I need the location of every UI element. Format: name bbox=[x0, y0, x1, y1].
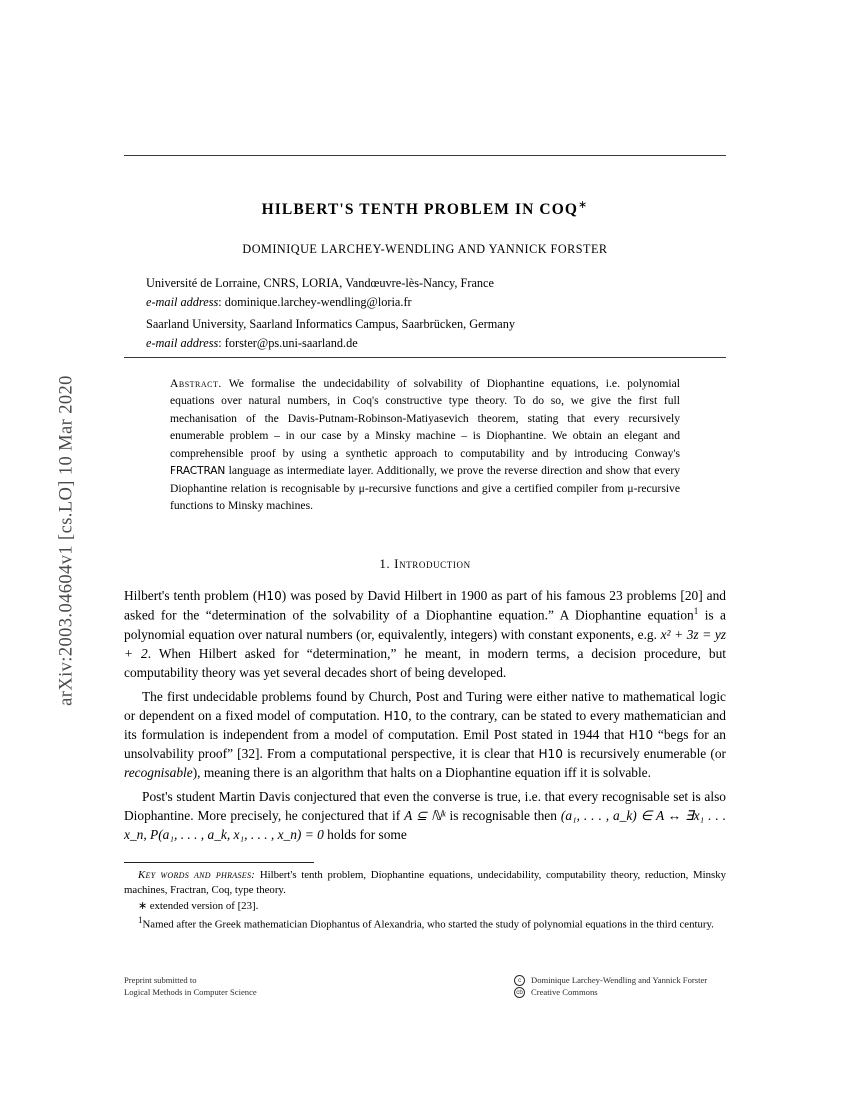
p1-text-a: Hilbert's tenth problem ( bbox=[124, 588, 258, 603]
footnote-keywords-label: Key words and phrases: bbox=[138, 869, 256, 881]
section-number: 1. bbox=[379, 556, 391, 571]
abstract-text-1: We formalise the undecidability of solvability of Diophantine equations, i.e. polynomial equations over natural numbers, in Coq's constructive type theory. To do so, we give the first full mechanisation of the Davis-Putnam-Robinson-Matiyasevich theorem, stating that every recursively enumerable problem – in our case by a Minsky machine – is Diophantine. We obtain an elegant and comprehensible proof by using a synthetic approach to computability and by introducing Conway's bbox=[170, 377, 680, 460]
footer-right-text bbox=[531, 975, 707, 998]
paper-page bbox=[124, 0, 726, 1100]
p2-h10-label-3: H10 bbox=[538, 747, 563, 762]
p1-text-d: . When Hilbert asked for “determination,” he meant, in modern terms, a decision procedure, but computability theory was yet several decades short of being developed. bbox=[124, 645, 726, 680]
affiliation-2-email: forster@ps.uni-saarland.de bbox=[224, 336, 358, 351]
p2-text-b: , to the contrary, can be stated to every mathematician and its formulation is independent from a model of computation. Emil Post stated in 1944 that bbox=[124, 707, 726, 742]
abstract bbox=[170, 375, 680, 515]
footer-right-line-2: Creative Commons bbox=[531, 986, 598, 997]
p2-text-d: is recursively enumerable (or bbox=[562, 746, 726, 762]
footer-right-line-1: Dominique Larchey-Wendling and Yannick Forster bbox=[531, 975, 708, 985]
footer-right bbox=[514, 975, 726, 998]
arxiv-stamp: arXiv:2003.04604v1 [cs.LO] 10 Mar 2020 bbox=[56, 375, 77, 706]
p2-text-a: The first undecidable problems found by Church, Post and Turing were either native to mathematical logic or dependent on a fixed model of computation. bbox=[124, 688, 726, 723]
creative-commons-icon bbox=[514, 975, 525, 998]
p3-equation-1: A ⊆ ℕᵏ bbox=[404, 808, 446, 824]
footer-left-line-1: Preprint submitted to bbox=[124, 975, 197, 985]
p1-h10-label: H10 bbox=[257, 589, 282, 603]
header-rule bbox=[124, 155, 726, 156]
section-name: Introduction bbox=[394, 556, 471, 571]
affiliation-1-email-line bbox=[146, 293, 706, 312]
copyright-icon: c bbox=[514, 975, 525, 986]
affiliation-2-colon: : bbox=[218, 336, 225, 351]
p2-text-c: “begs for an unsolvability proof” [32]. From a computational perspective, it is clear that bbox=[124, 726, 726, 762]
body-text bbox=[124, 586, 726, 844]
affiliation-2-org: Saarland University, Saarland Informatics Campus, Saarbrücken, Germany bbox=[146, 317, 516, 331]
footer-left-line-2: Logical Methods in Computer Science bbox=[124, 986, 257, 997]
affiliation-1-email: dominique.larchey-wendling@loria.fr bbox=[224, 295, 412, 310]
cc-by-icon: cb bbox=[514, 987, 525, 998]
paragraph-1 bbox=[124, 586, 726, 682]
page-title bbox=[124, 198, 726, 219]
footnote-star bbox=[124, 899, 726, 914]
abstract-text-2: language as intermediate layer. Additionally, we prove the reverse direction and show that every Diophantine relation is recognisable by μ-recursive functions and give a certified compiler from μ-recursive functions to Minsky machines. bbox=[170, 463, 680, 513]
p2-recognisable: recognisable bbox=[124, 765, 193, 781]
affiliation-2-email-label: e-mail address bbox=[146, 336, 219, 351]
section-heading bbox=[124, 556, 726, 572]
paragraph-2 bbox=[124, 687, 726, 783]
affiliation-2 bbox=[146, 315, 706, 353]
footnote-star-text: extended version of [23]. bbox=[147, 899, 259, 912]
affiliation-1 bbox=[146, 274, 706, 312]
footnote-star-marker: ∗ bbox=[138, 899, 148, 912]
abstract-fractran: FRACTRAN bbox=[170, 464, 226, 477]
p3-text-c: holds for some bbox=[323, 827, 407, 843]
affiliation-1-colon: : bbox=[218, 295, 225, 310]
affiliation-1-org: Université de Lorraine, CNRS, LORIA, Vandœuvre-lès-Nancy, France bbox=[146, 276, 494, 290]
p2-h10-label-1: H10 bbox=[383, 708, 409, 723]
abstract-rule bbox=[124, 357, 726, 358]
p1-footnote-marker: 1 bbox=[693, 606, 699, 617]
footnote-1-text: Named after the Greek mathematician Diophantus of Alexandria, who started the study of polynomial equations in the third century. bbox=[142, 918, 714, 931]
footnote-rule bbox=[124, 862, 314, 863]
p3-equation-2: (a₁, . . . , a_k) ∈ A ↔ ∃x₁ . . . x_n, P(a₁, . . . , a_k, x₁, . . . , x_n) = 0 bbox=[124, 808, 726, 843]
p1-text-c: is a polynomial equation over natural numbers (or, equivalently, integers) with constant exponents, e.g. bbox=[124, 607, 727, 642]
abstract-label: Abstract. bbox=[170, 377, 222, 390]
p1-text-b: ) was posed by David Hilbert in 1900 as part of his famous 23 problems [20] and asked for the “determination of the solvability of a Diophantine equation.” A Diophantine equation bbox=[124, 588, 726, 623]
affiliation-2-email-line bbox=[146, 334, 706, 353]
author-list: DOMINIQUE LARCHEY-WENDLING AND YANNICK FORSTER bbox=[242, 242, 608, 256]
footnote-keywords bbox=[124, 868, 726, 899]
p2-h10-label-2: H10 bbox=[628, 727, 654, 742]
footnote-keywords-text: Hilbert's tenth problem, Diophantine equations, undecidability, computability theory, reduction, Minsky machines, Fractran, Coq, type theory. bbox=[124, 869, 726, 897]
footnotes bbox=[124, 868, 726, 933]
footnote-1-marker: 1 bbox=[138, 914, 143, 925]
p3-text-a: Post's student Martin Davis conjectured that even the converse is true, i.e. that every recognisable set is also Diophantine. More precisely, he conjectured that if bbox=[124, 789, 726, 824]
p3-text-b: is recognisable then bbox=[445, 808, 561, 824]
p2-text-e: ), meaning there is an algorithm that halts on a Diophantine equation iff it is solvable. bbox=[192, 765, 651, 781]
footnote-1 bbox=[124, 914, 726, 933]
p1-equation: x² + 3z = yz + 2 bbox=[124, 626, 726, 661]
title-footnote-marker: ∗ bbox=[578, 199, 589, 211]
paragraph-3 bbox=[124, 787, 726, 844]
footer-left bbox=[124, 975, 257, 998]
page-title-text: HILBERT'S TENTH PROBLEM IN COQ bbox=[261, 201, 579, 219]
affiliation-1-email-label: e-mail address bbox=[146, 295, 219, 310]
